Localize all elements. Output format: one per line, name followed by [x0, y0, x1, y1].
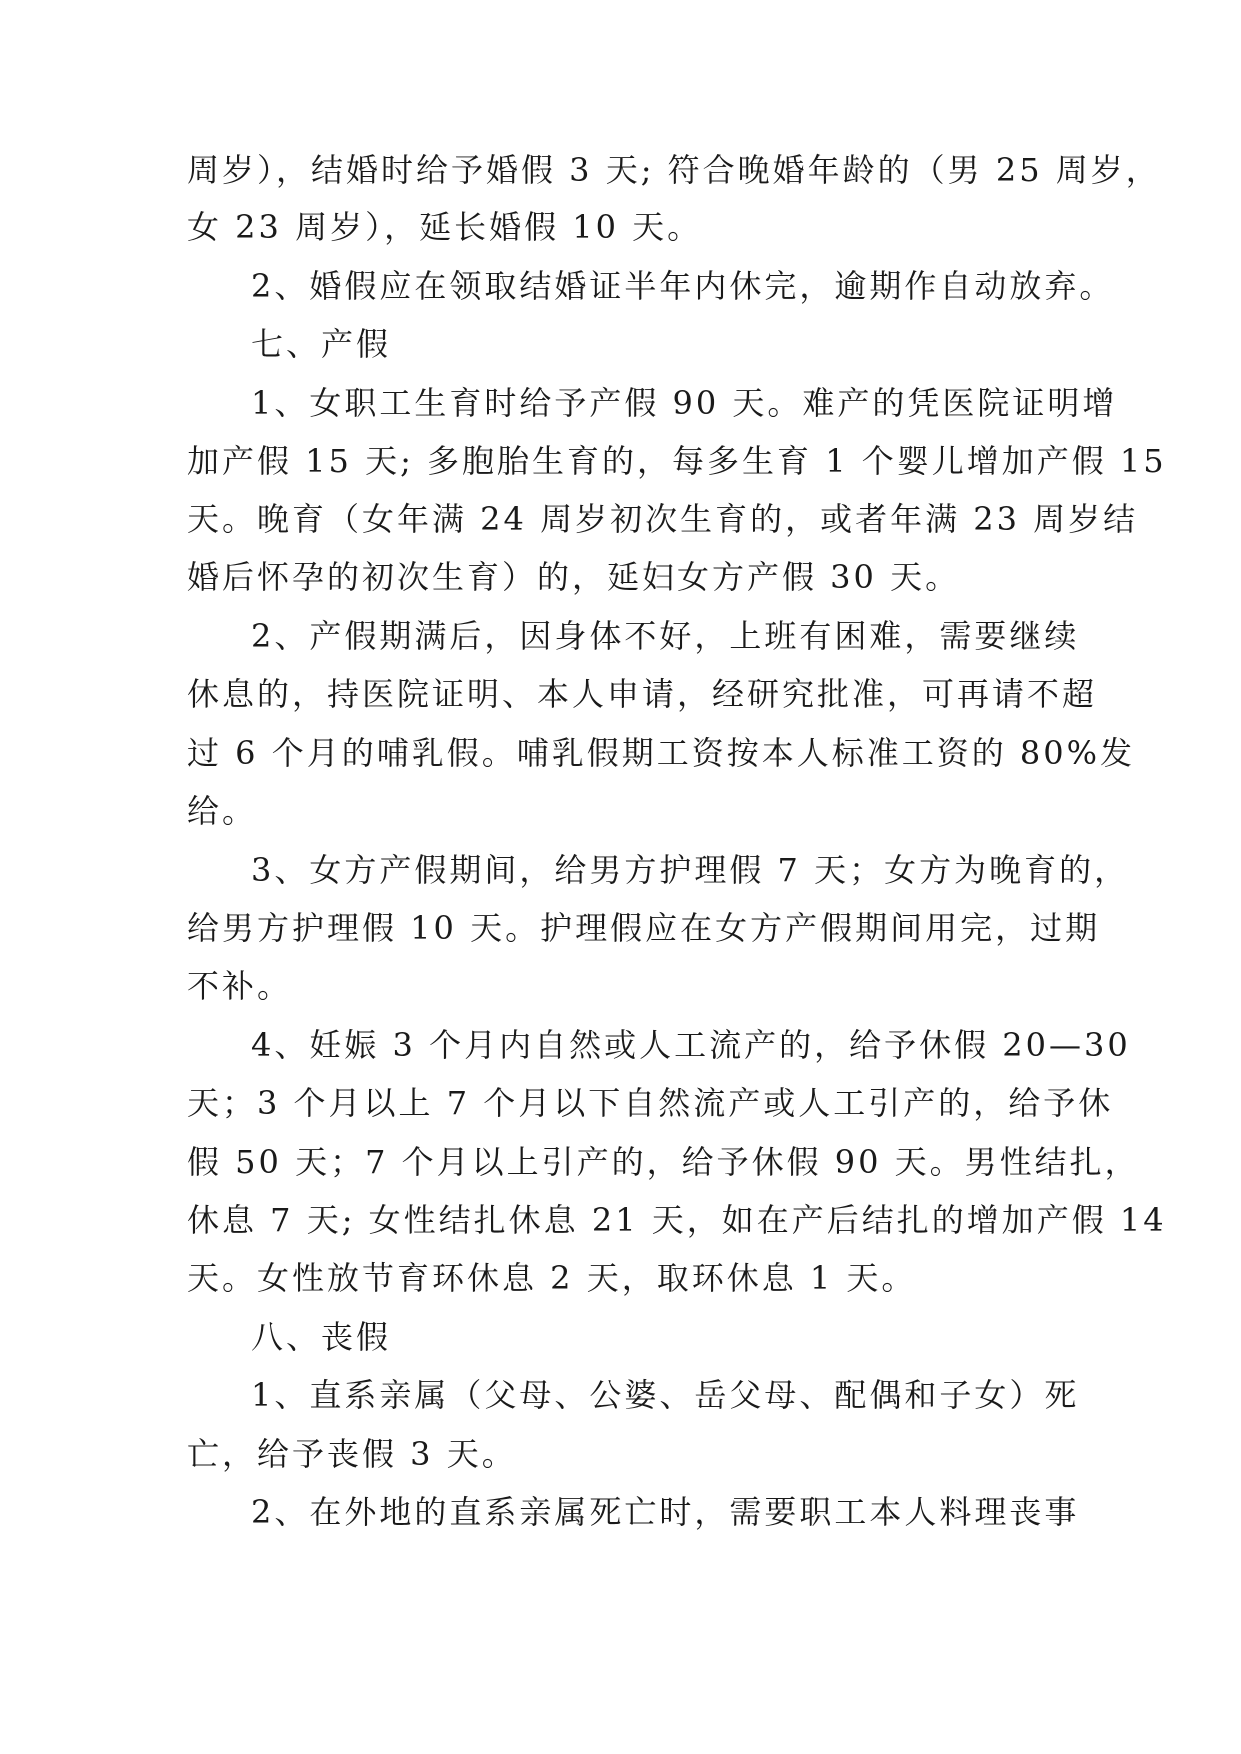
section-heading: 八、丧假	[251, 1318, 392, 1356]
text-line: 天。晚育（女年满 24 周岁初次生育的，或者年满 23 周岁结	[187, 500, 1139, 538]
text-line: 天。女性放节育环休息 2 天，取环休息 1 天。	[187, 1259, 917, 1297]
text-line: 周岁），结婚时给予婚假 3 天; 符合晚婚年龄的（男 25 周岁，	[187, 151, 1161, 189]
paragraph-line: 2、产假期满后，因身体不好，上班有困难，需要继续	[251, 617, 1080, 655]
text-line: 天；3 个月以上 7 个月以下自然流产或人工引产的，给予休	[187, 1084, 1114, 1122]
paragraph-line: 4、妊娠 3 个月内自然或人工流产的，给予休假 20—30	[251, 1026, 1131, 1064]
text-line: 亡，给予丧假 3 天。	[187, 1435, 517, 1473]
text-line: 婚后怀孕的初次生育）的，延妇女方产假 30 天。	[187, 558, 961, 596]
text-line: 假 50 天；7 个月以上引产的，给予休假 90 天。男性结扎，	[187, 1143, 1140, 1181]
text-line: 休息 7 天; 女性结扎休息 21 天，如在产后结扎的增加产假 14	[187, 1201, 1167, 1239]
text-line: 给。	[187, 792, 258, 830]
text-line: 给男方护理假 10 天。护理假应在女方产假期间用完，过期	[187, 909, 1101, 947]
text-line: 不补。	[187, 967, 293, 1005]
paragraph-line: 2、婚假应在领取结婚证半年内休完，逾期作自动放弃。	[251, 267, 1115, 305]
text-line: 过 6 个月的哺乳假。哺乳假期工资按本人标准工资的 80%发	[187, 734, 1136, 772]
text-line: 休息的，持医院证明、本人申请，经研究批准，可再请不超	[187, 675, 1098, 713]
paragraph-line: 1、直系亲属（父母、公婆、岳父母、配偶和子女）死	[251, 1376, 1080, 1414]
paragraph-line: 3、女方产假期间，给男方护理假 7 天；女方为晚育的，	[251, 851, 1130, 889]
text-line: 女 23 周岁），延长婚假 10 天。	[187, 208, 703, 246]
paragraph-line: 1、女职工生育时给予产假 90 天。难产的凭医院证明增	[251, 384, 1118, 422]
paragraph-line: 2、在外地的直系亲属死亡时，需要职工本人料理丧事	[251, 1493, 1080, 1531]
section-heading: 七、产假	[251, 325, 392, 363]
text-line: 加产假 15 天; 多胞胎生育的，每多生育 1 个婴儿增加产假 15	[187, 442, 1167, 480]
